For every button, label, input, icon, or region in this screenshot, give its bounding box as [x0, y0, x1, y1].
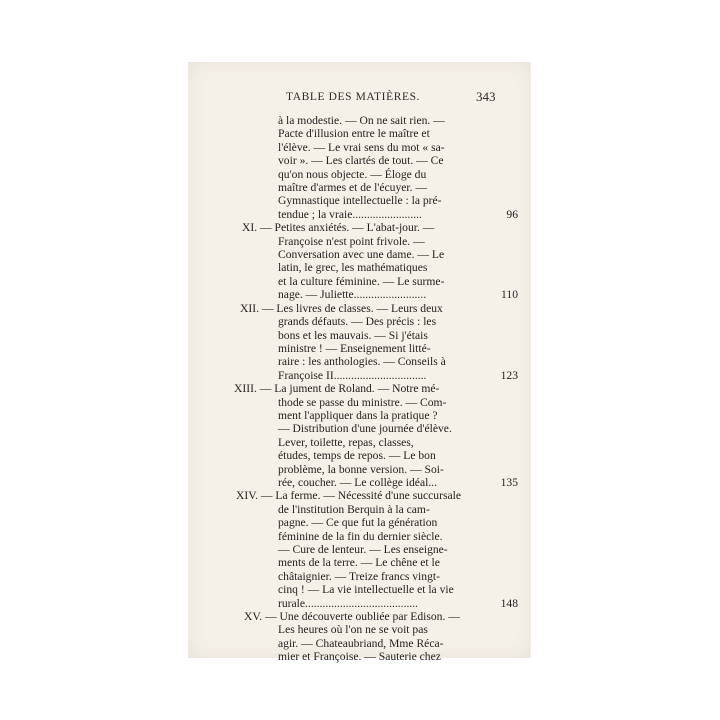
- toc-line-text: ment l'appliquer dans la pratique ?: [278, 408, 438, 422]
- toc-line-text: Françoise n'est point frivole. —: [278, 234, 425, 248]
- toc-entry: [228, 489, 518, 610]
- toc-line-text: — Distribution d'une journée d'élève.: [278, 422, 452, 436]
- toc-line-text: tendue ; la vraie........................: [278, 207, 422, 221]
- toc-line-text: maître d'armes et de l'écuyer. —: [278, 181, 428, 195]
- toc-line-text: à la modestie. — On ne sait rien. —: [278, 114, 445, 127]
- toc-line-text: Pacte d'illusion entre le maître et: [278, 127, 430, 141]
- toc-line-text: Françoise II................................: [278, 368, 427, 382]
- toc-line-text: grands défauts. — Des précis : les: [278, 315, 437, 329]
- toc-page-number: 96: [506, 207, 518, 221]
- toc-entry: [228, 610, 518, 664]
- page-number: 343: [476, 89, 496, 104]
- book-page: [188, 62, 531, 664]
- toc-line-text: châtaignier. — Treize francs vingt-: [278, 569, 440, 583]
- toc-line-text: qu'on nous objecte. — Éloge du: [278, 167, 427, 181]
- toc-line-text: mier et Françoise. — Sauterie chez: [278, 650, 441, 664]
- toc-line-text: Conversation avec une dame. — Le: [278, 248, 445, 262]
- toc-line-text: Petites anxiétés. — L'abat-jour. —: [274, 221, 435, 235]
- chapter-number: XII. —: [240, 301, 277, 315]
- toc-entry: [228, 114, 518, 221]
- toc-line-text: ments de la terre. — Le chêne et le: [278, 556, 440, 570]
- toc-page-number: 110: [501, 288, 518, 302]
- toc-line-text: cinq ! — La vie intellectuelle et la vie: [278, 583, 454, 597]
- running-title: TABLE DES MATIÈRES.: [286, 91, 421, 103]
- chapter-number: XV. —: [244, 610, 280, 624]
- toc-line-text: latin, le grec, les mathématiques: [278, 261, 428, 275]
- toc-line-text: bons et les mauvais. — Si j'étais: [278, 328, 428, 342]
- toc-line-text: nage. — Juliette.........................: [278, 288, 427, 302]
- toc-page-number: 148: [500, 596, 518, 610]
- toc-line-text: de l'institution Berquin à la cam-: [278, 502, 430, 516]
- toc-line-text: études, temps de repos. — Le bon: [278, 449, 436, 463]
- toc-line-text: problème, la bonne version. — Soi-: [278, 462, 444, 476]
- toc-line-text: et la culture féminine. — Le surme-: [278, 274, 445, 288]
- toc-line-text: Lever, toilette, repas, classes,: [278, 435, 414, 449]
- toc-entry: [228, 382, 518, 489]
- chapter-number: XI. —: [242, 221, 275, 235]
- toc-page-number: 123: [500, 368, 518, 382]
- toc-line-text: Une découverte oubliée par Edison. —: [279, 610, 460, 624]
- toc-line-text: — Cure de lenteur. — Les enseigne-: [278, 543, 448, 556]
- toc-line-text: La ferme. — Nécessité d'une succursale: [275, 489, 461, 503]
- toc-page-number: 135: [500, 475, 518, 489]
- toc-line-text: rée, coucher. — Le collège idéal...: [278, 475, 438, 489]
- toc-line-text: Les livres de classes. — Leurs deux: [276, 301, 443, 315]
- toc-line-text: féminine de la fin du dernier siècle.: [278, 529, 443, 543]
- toc-line-text: voir ». — Les clartés de tout. — Ce: [278, 154, 444, 168]
- toc-entry: [228, 302, 518, 382]
- toc-line-text: Les heures où l'on ne se voit pas: [278, 623, 428, 637]
- toc-line-text: rurale.......................................: [278, 596, 419, 610]
- toc-line-text: ministre ! — Enseignement litté-: [278, 341, 431, 355]
- table-of-contents: [228, 114, 518, 664]
- toc-line-text: La jument de Roland. — Notre mé-: [274, 382, 440, 396]
- toc-line-text: l'élève. — Le vrai sens du mot « sa-: [278, 140, 445, 154]
- toc-line-text: thode se passe du ministre. — Com-: [278, 395, 447, 409]
- chapter-number: XIII. —: [234, 382, 275, 396]
- chapter-number: XIV. —: [236, 489, 276, 503]
- toc-line-text: pagne. — Ce que fut la génération: [278, 516, 438, 530]
- toc-line-text: Gymnastique intellectuelle : la pré-: [278, 194, 442, 208]
- toc-line-text: agir. — Chateaubriand, Mme Réca-: [278, 636, 444, 650]
- toc-line-text: raire : les anthologies. — Conseils à: [278, 355, 446, 369]
- toc-entry: [228, 221, 518, 301]
